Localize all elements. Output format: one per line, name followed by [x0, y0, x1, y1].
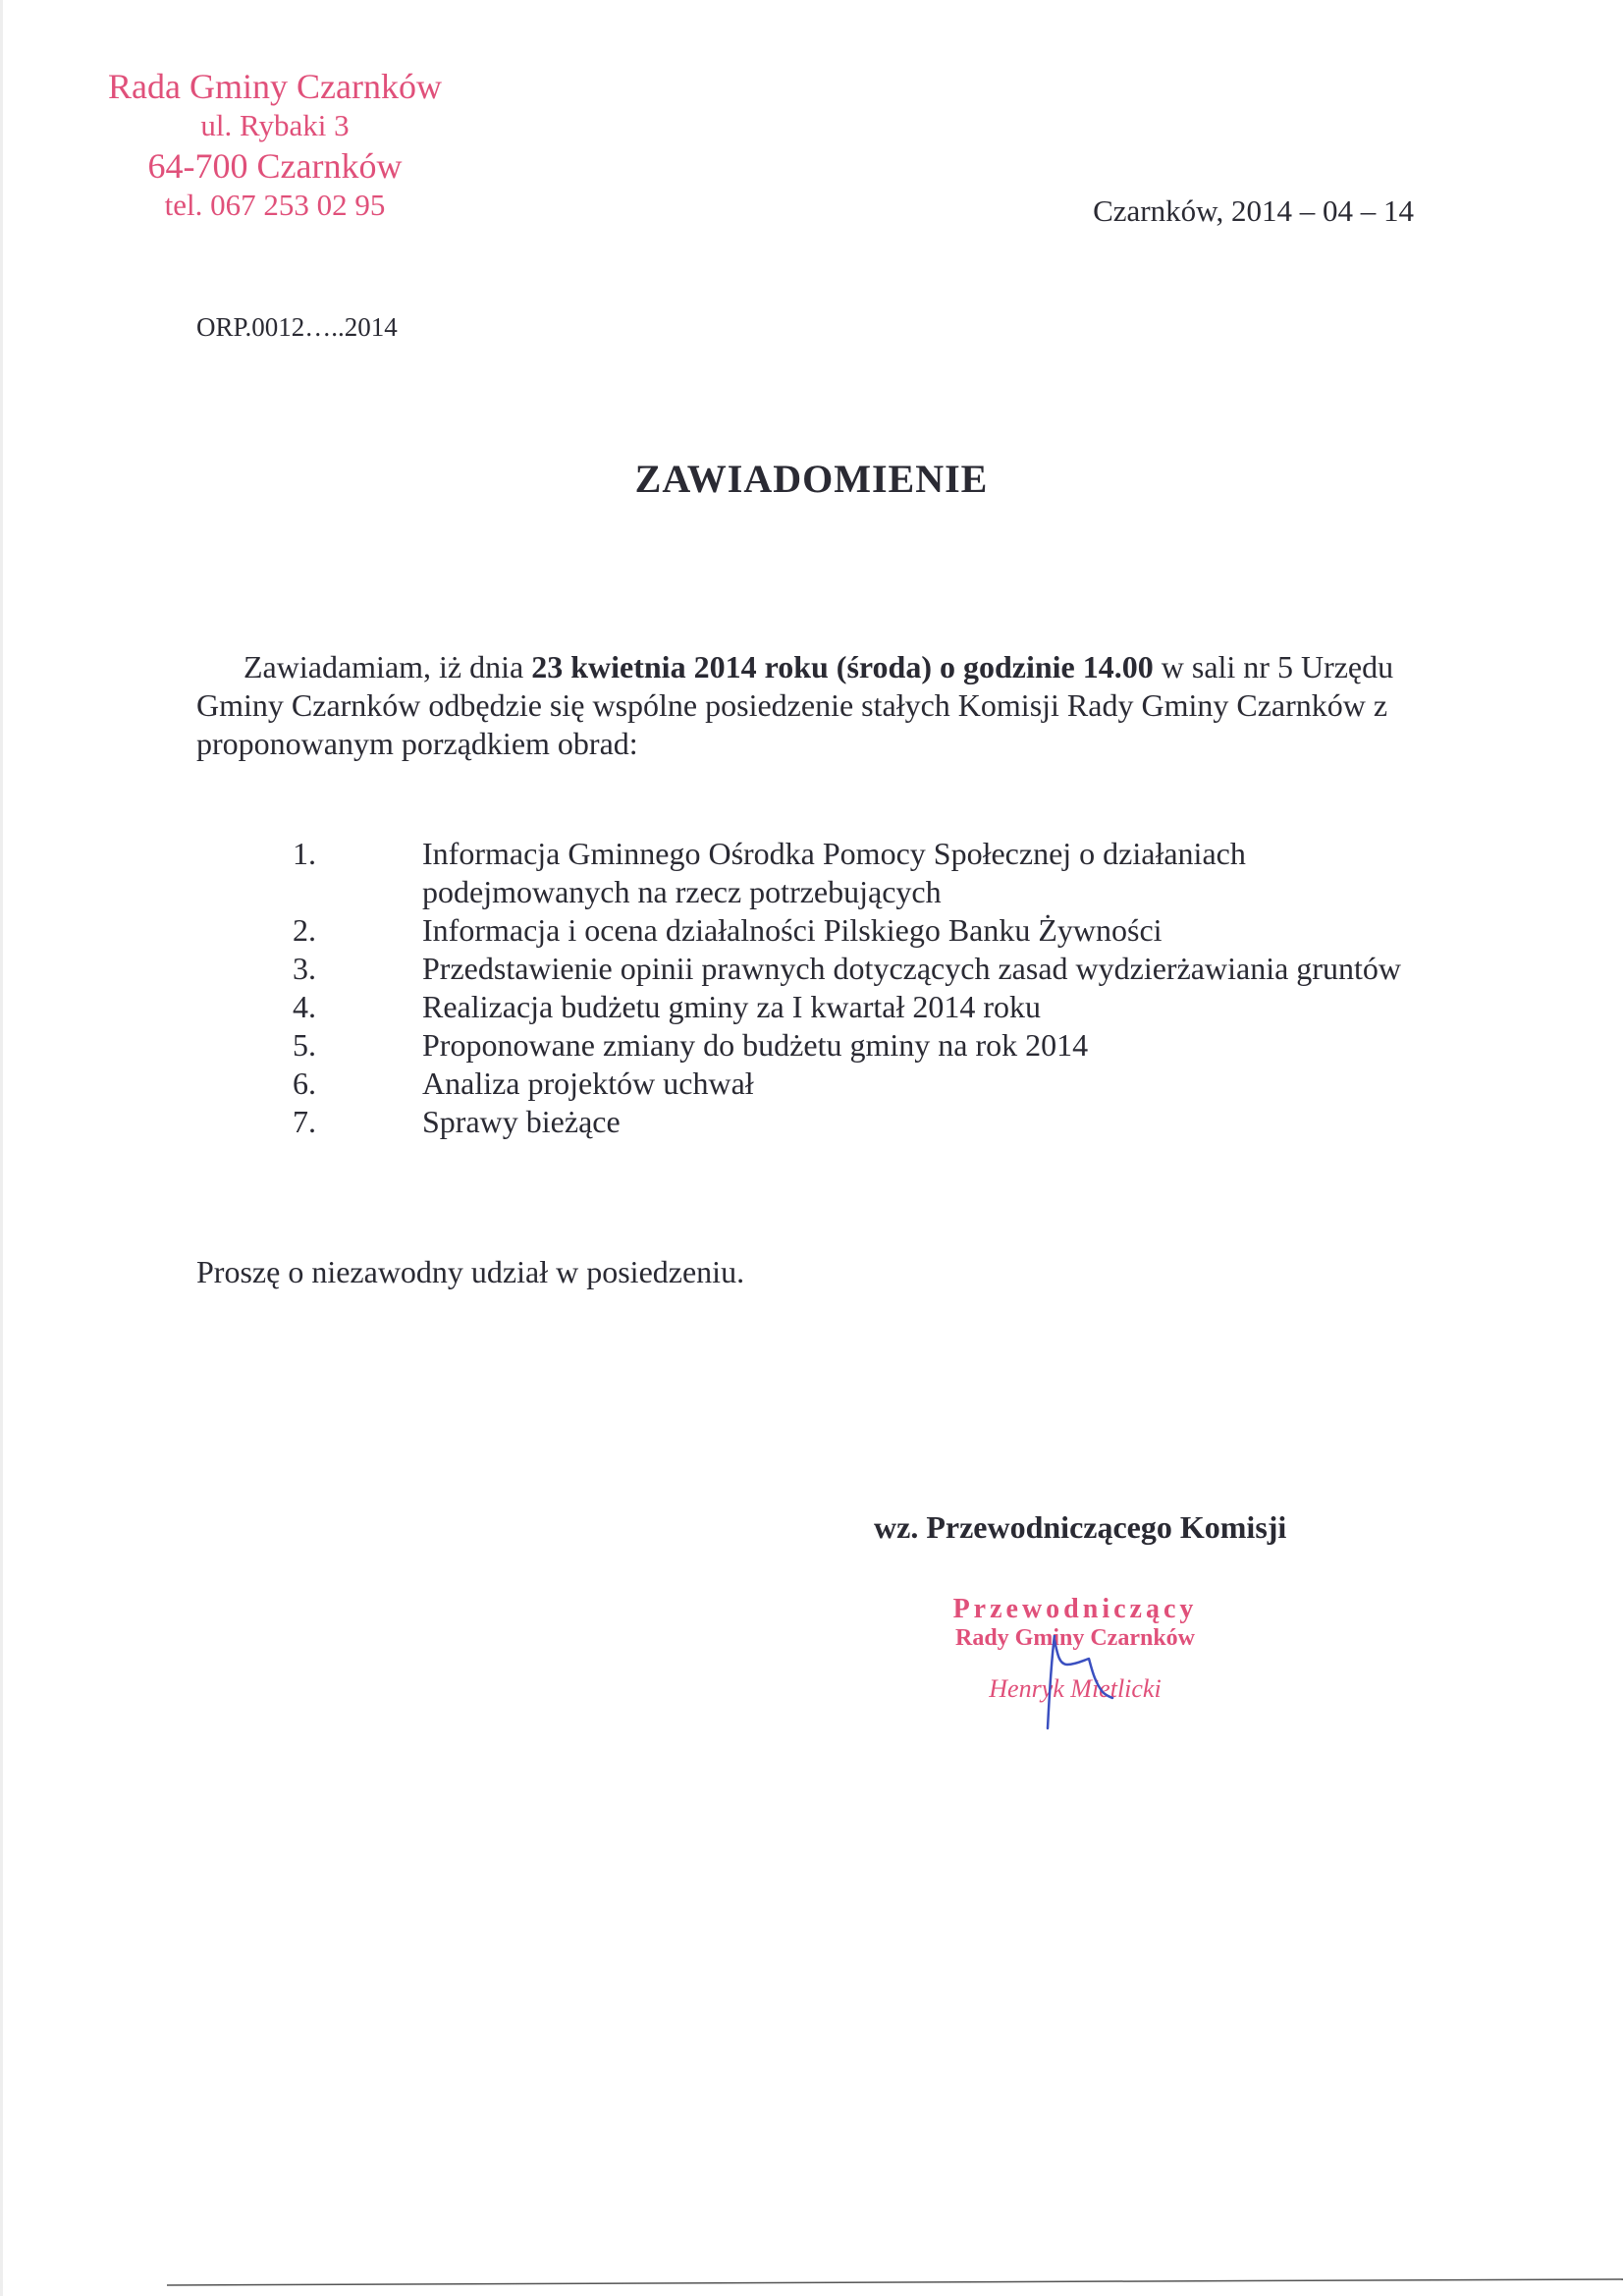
agenda-item [293, 1103, 1451, 1141]
stamp-phone: tel. 067 253 02 95 [164, 188, 386, 222]
stamp-org-name: Rada Gminy Czarnków [108, 67, 442, 106]
scan-edge [0, 0, 3, 2296]
reference-number: ORP.0012…..2014 [196, 312, 398, 342]
agenda-item-text: Przedstawienie opinii prawnych dotyczących zasad wydzierżawiania gruntów [422, 951, 1401, 986]
meeting-datetime: 23 kwietnia 2014 roku (środa) o godzinie 14.00 [531, 649, 1154, 684]
agenda-item [293, 950, 1451, 988]
body-details: w sali nr 5 Urzędu Gminy Czarnków odbędzie się wspólne posiedzenie stałych Komisji Rady Gminy Czarnków z proponowanym porządkiem obrad: [196, 649, 1394, 761]
agenda-item-number: 5. [293, 1027, 316, 1063]
agenda-item-number: 7. [293, 1104, 316, 1139]
letterhead-stamp [59, 69, 491, 220]
agenda-item-number: 3. [293, 951, 316, 986]
agenda-list [293, 835, 1451, 1141]
agenda-item-text: Informacja i ocena działalności Pilskiego Banku Żywności [422, 912, 1163, 948]
stamp-person-name: Henryk Mietlicki [989, 1674, 1162, 1704]
agenda-item [293, 835, 1451, 911]
agenda-item-text: Analiza projektów uchwał [422, 1066, 754, 1101]
agenda-item [293, 911, 1451, 950]
agenda-item [293, 1026, 1451, 1065]
closing-sentence: Proszę o niezawodny udział w posiedzeniu. [196, 1254, 745, 1289]
agenda-item-number: 2. [293, 912, 316, 948]
agenda-item [293, 1065, 1451, 1103]
agenda-item-text: Realizacja budżetu gminy za I kwartał 2014 roku [422, 989, 1041, 1024]
agenda-item-text: Informacja Gminnego Ośrodka Pomocy Społecznej o działaniach podejmowanych na rzecz potrzebujących [422, 836, 1246, 909]
agenda-item-text: Proponowane zmiany do budżetu gminy na rok 2014 [422, 1027, 1089, 1063]
stamp-role: Przewodniczący [952, 1594, 1198, 1624]
agenda-item-text: Sprawy bieżące [422, 1104, 621, 1139]
handwritten-signature [1046, 1635, 1114, 1733]
signer-line: wz. Przewodniczącego Komisji [874, 1509, 1287, 1545]
body-intro: Zawiadamiam, iż dnia [243, 649, 532, 684]
agenda-item-number: 6. [293, 1066, 316, 1101]
document-title: ZAWIADOMIENIE [634, 457, 989, 501]
stamp-street: ul. Rybaki 3 [200, 108, 350, 142]
agenda-item [293, 988, 1451, 1026]
agenda-item-number: 1. [293, 836, 316, 871]
agenda-item-number: 4. [293, 989, 316, 1024]
body-paragraph [196, 648, 1443, 763]
stamp-postal-city: 64-700 Czarnków [147, 146, 403, 186]
stamp-council: Rady Gminy Czarnków [954, 1625, 1196, 1651]
scan-bottom-edge [167, 2278, 1623, 2288]
document-date: Czarnków, 2014 – 04 – 14 [1093, 193, 1414, 228]
